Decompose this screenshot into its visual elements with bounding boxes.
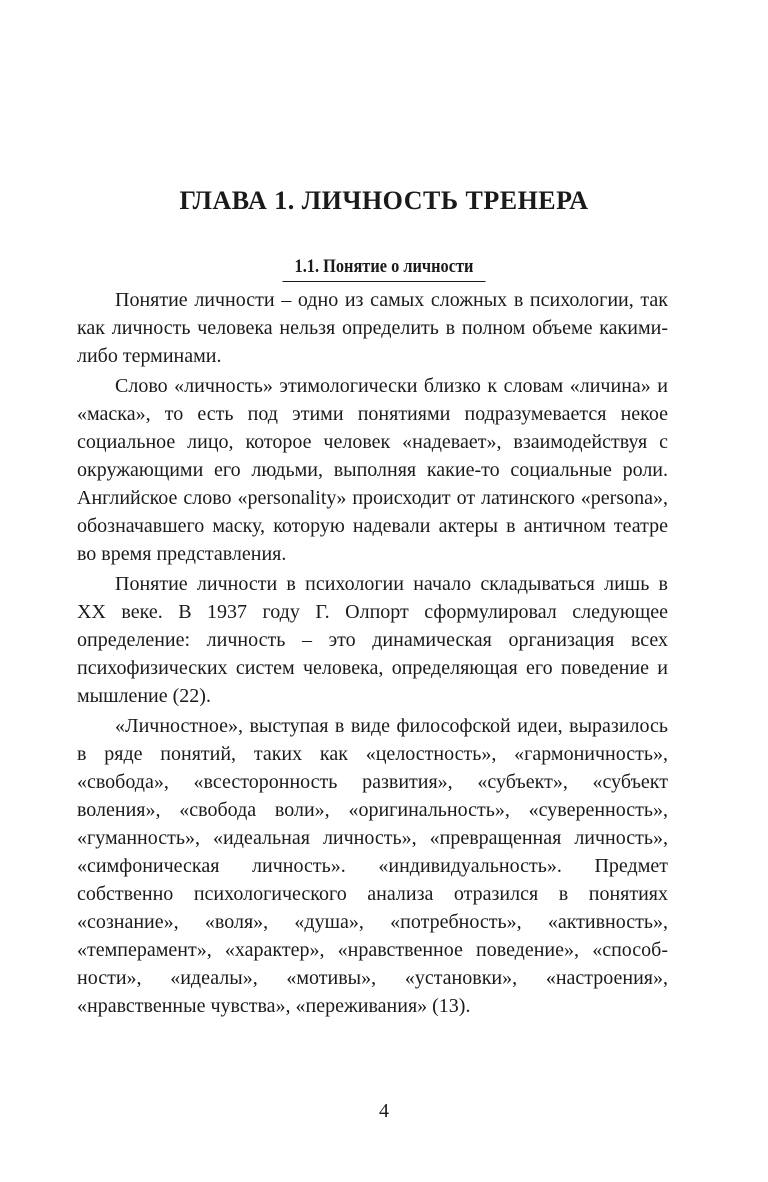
page-number: 4 (379, 1100, 389, 1122)
body-text (77, 286, 668, 1020)
paragraph: Понятие личности – одно из самых сложных в психологии, так как личность человека нельзя определить в полном объеме какими- либо терминами. (77, 289, 668, 367)
paragraph: «Личностное», выступая в виде философской идеи, выразилось в ряде понятий, таких как «целостность», «гармоничность», «свобода», «всесторонность развития», «субъект», «субъект воления», «свобода воли», «оригинальность», «суверенность», «гуманность», «идеальная личность», «превращенная личность», «симфоническая личность». «индивидуальность». Предмет собственно психологического анализа отразился в понятиях «сознание», «воля», «душа», «потребность», «активность», «темперамент», «характер», «нравственное поведение», «способности», «идеалы», «мотивы», «установки», «настроения», «нравственные чувства», «переживания» (13). (77, 715, 668, 1017)
chapter-title: ГЛАВА 1. ЛИЧНОСТЬ ТРЕНЕРА (179, 186, 589, 215)
section-heading (0, 252, 768, 282)
paragraph: Слово «личность» этимологически близко к словам «личина» и «маска», то есть под этими понятиями подразумевается некое социальное лицо, которое человек «надевает», взаимодействуя с окружающими его людьми, выполняя какие-то социальные роли. Английское слово «personality» происходит от латинского «persona», обозначавшего маску, которую надевали актеры в античном театре во время представления. (77, 375, 668, 565)
section-title: 1.1. Понятие о личности (283, 256, 486, 282)
paragraph: Понятие личности в психологии начало складываться лишь в ХХ веке. В 1937 году Г. Олпорт сформулировал следующее определение: личность – это динамическая организация всех психофизических систем человека, определяющая его поведение и мышление (22). (77, 573, 668, 707)
